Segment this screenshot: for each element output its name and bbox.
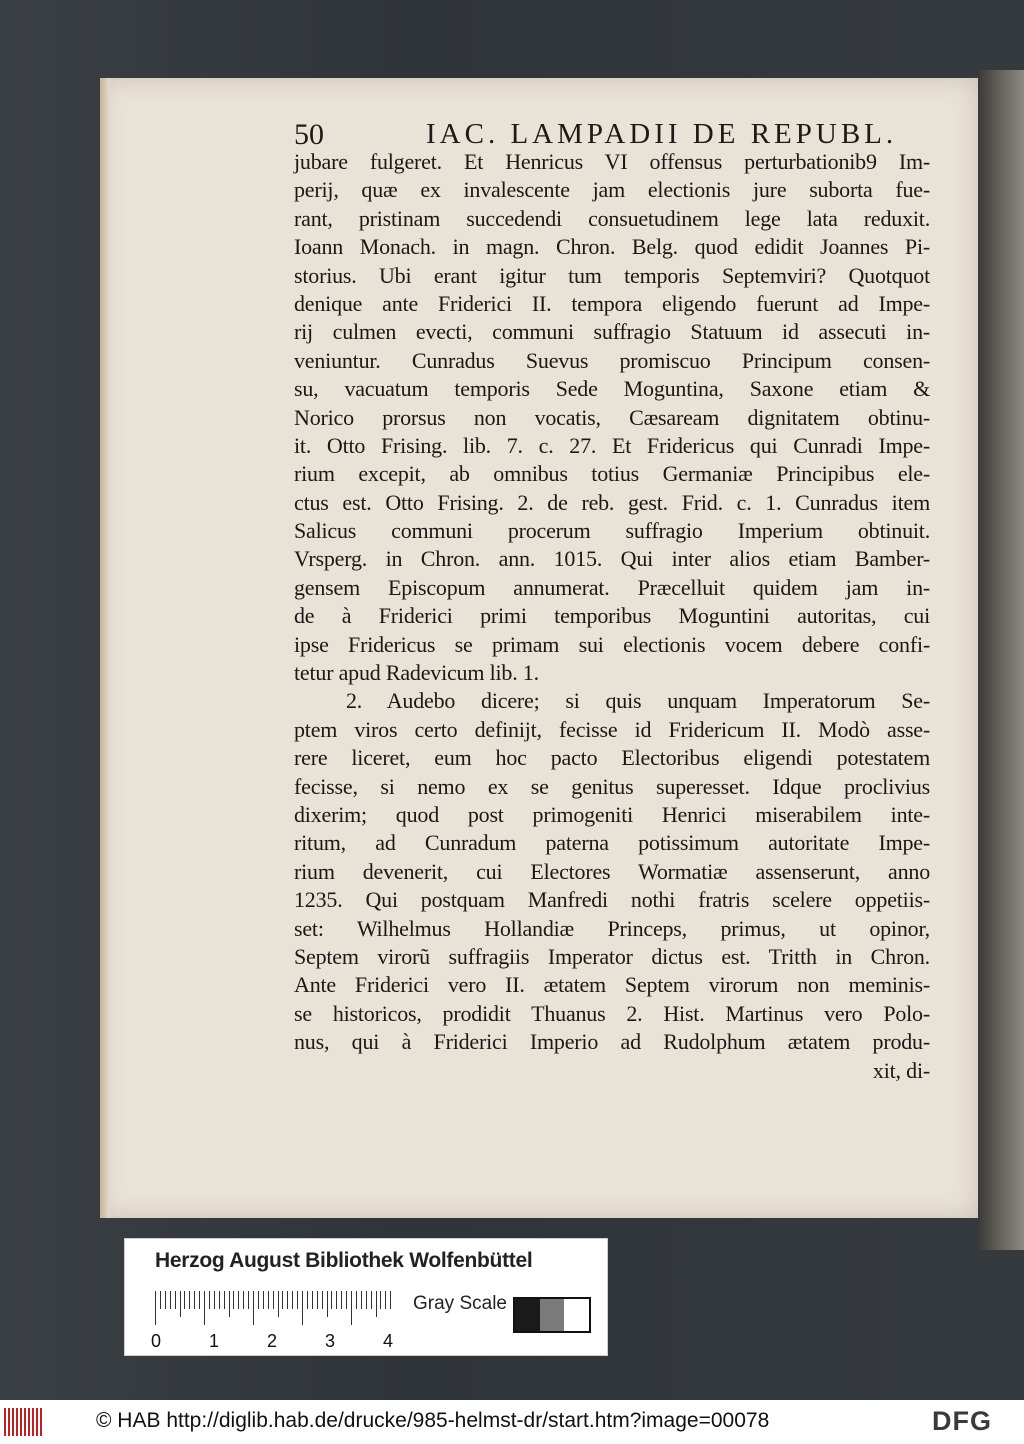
text-line: 2. Audebo dicere; si quis unquam Imperatorum Se- (346, 688, 930, 714)
ruler-tick (248, 1291, 249, 1309)
ruler-tick (336, 1291, 337, 1309)
ruler-tick (297, 1291, 298, 1309)
ruler-tick (292, 1291, 293, 1309)
running-title: IAC. LAMPADII DE REPUBL. (426, 118, 898, 150)
text-line: Ante Friderici vero II. ætatem Septem virorum non meminis- (294, 972, 930, 998)
text-line: it. Otto Frising. lib. 7. c. 27. Et Fridericus qui Cunradi Impe- (294, 432, 930, 458)
ruler-tick (263, 1291, 264, 1309)
ruler-tick (184, 1291, 185, 1309)
ruler-tick (155, 1291, 156, 1325)
ruler-tick (307, 1291, 308, 1309)
text-line: Vrsperg. in Chron. ann. 1015. Qui inter alios etiam Bamber- (294, 546, 930, 572)
book-spine-edge (978, 70, 1024, 1250)
ruler-number: 4 (383, 1331, 394, 1351)
text-line: Septem virorũ suffragiis Imperator dictus est. Tritth in Chron. (294, 943, 930, 969)
text-line: Ioann Monach. in magn. Chron. Belg. quod edidit Joannes Pi- (294, 234, 930, 260)
ruler-tick (302, 1291, 303, 1325)
text-line: 1235. Qui postquam Manfredi nothi fratris scelere oppetiis- (294, 887, 930, 913)
gray-scale-label: Gray Scale (413, 1293, 507, 1314)
text-line: Salicus communi procerum suffragio Imperium obtinuit. (294, 518, 930, 544)
ruler-tick (390, 1291, 391, 1309)
page-number: 50 (294, 118, 324, 151)
text-line: ctus est. Otto Frising. 2. de reb. gest. Frid. c. 1. Cunradus item (294, 489, 930, 515)
text-line: rium excepit, ab omnibus totius Germaniæ Principibus ele- (294, 461, 930, 487)
ruler-tick (317, 1291, 318, 1309)
ruler-number: 0 (151, 1331, 162, 1351)
ruler-tick (224, 1291, 225, 1309)
text-line: dixerim; quod post primogeniti Henrici miserabilem inte- (294, 801, 930, 827)
hab-logo-icon (4, 1408, 46, 1436)
ruler-tick (170, 1291, 171, 1309)
ruler-tick (385, 1291, 386, 1309)
ruler-tick (175, 1291, 176, 1309)
text-line: denique ante Friderici II. tempora eligendo fuerunt ad Impe- (294, 290, 930, 316)
book-page (100, 78, 978, 1218)
text-line: storius. Ubi erant igitur tum temporis Septemviri? Quotquot (294, 262, 930, 288)
dfg-logo: DFG (932, 1406, 992, 1436)
text-line: ipse Fridericus se primam sui electionis vocem debere confi- (294, 631, 930, 657)
ruler-tick (258, 1291, 259, 1309)
ruler-tick (376, 1291, 377, 1317)
footer-bar (0, 1400, 1024, 1444)
gray-swatch (540, 1299, 565, 1331)
text-line: xit, di- (872, 1057, 930, 1083)
ruler-tick (194, 1291, 195, 1309)
ruler-tick (331, 1291, 332, 1309)
text-line: rere liceret, eum hoc pacto Electoribus eligendi potestatem (294, 745, 930, 771)
ruler-tick (229, 1291, 230, 1317)
ruler-tick (219, 1291, 220, 1309)
text-line: tetur apud Radevicum lib. 1. (294, 660, 539, 686)
text-line: gensem Episcopum annumerat. Præcelluit quidem jam in- (294, 574, 930, 600)
ruler-tick (204, 1291, 205, 1325)
scale-ruler (155, 1291, 395, 1325)
text-line: Norico prorsus non vocatis, Cæsaream dignitatem obtinu- (294, 404, 930, 430)
text-line: rant, pristinam succedendi consuetudinem lege lata reduxit. (294, 205, 930, 231)
text-line: ritum, ad Cunradum paterna potissimum autoritate Impe- (294, 830, 930, 856)
ruler-tick (346, 1291, 347, 1309)
ruler-tick (209, 1291, 210, 1309)
ruler-tick (253, 1291, 254, 1325)
ruler-number: 2 (267, 1331, 278, 1351)
library-color-card (124, 1238, 608, 1356)
ruler-tick (327, 1291, 328, 1317)
text-line: nus, qui à Friderici Imperio ad Rudolphum ætatem produ- (294, 1029, 930, 1055)
ruler-number: 3 (325, 1331, 336, 1351)
source-url[interactable]: © HAB http://diglib.hab.de/drucke/985-helmst-dr/start.htm?image=00078 (96, 1409, 770, 1432)
text-line: veniuntur. Cunradus Suevus promiscuo Principum consen- (294, 347, 930, 373)
gray-swatch (515, 1299, 540, 1331)
text-line: rij culmen evecti, communi suffragio Statuum id assecuti in- (294, 319, 930, 345)
text-line: ptem viros certo definijt, fecisse id Fridericum II. Modò asse- (294, 716, 930, 742)
ruler-tick (233, 1291, 234, 1309)
text-line: jubare fulgeret. Et Henricus VI offensus perturbationib9 Im- (294, 149, 930, 174)
ruler-tick (243, 1291, 244, 1309)
ruler-tick (341, 1291, 342, 1309)
ruler-tick (312, 1291, 313, 1309)
ruler-tick (165, 1291, 166, 1309)
ruler-tick (214, 1291, 215, 1309)
ruler-tick (351, 1291, 352, 1325)
text-line: fecisse, si nemo ex se genitus superesset. Idque proclivius (294, 773, 930, 799)
ruler-tick (282, 1291, 283, 1309)
gray-scale-swatches (513, 1297, 591, 1333)
ruler-tick (361, 1291, 362, 1309)
ruler-tick (180, 1291, 181, 1317)
ruler-tick (160, 1291, 161, 1309)
ruler-tick (199, 1291, 200, 1309)
institution-name: Herzog August Bibliothek Wolfenbüttel (155, 1249, 533, 1272)
text-line: perij, quæ ex invalescente jam electionis jure suborta fue- (294, 177, 930, 203)
ruler-number: 1 (209, 1331, 220, 1351)
page-text (294, 148, 930, 1085)
text-line: de à Friderici primi temporibus Moguntini autoritas, cui (294, 603, 930, 629)
ruler-tick (278, 1291, 279, 1317)
text-line: rium devenerit, cui Electores Wormatiæ assenserunt, anno (294, 858, 930, 884)
ruler-tick (287, 1291, 288, 1309)
ruler-numbers (151, 1331, 411, 1353)
gray-swatch (564, 1299, 589, 1331)
text-line: set: Wilhelmus Hollandiæ Princeps, primus, ut opinor, (294, 915, 930, 941)
ruler-tick (356, 1291, 357, 1309)
ruler-tick (238, 1291, 239, 1309)
ruler-tick (268, 1291, 269, 1309)
ruler-tick (189, 1291, 190, 1309)
text-line: se historicos, prodidit Thuanus 2. Hist. Martinus vero Polo- (294, 1000, 930, 1026)
ruler-tick (273, 1291, 274, 1309)
ruler-tick (380, 1291, 381, 1309)
ruler-tick (366, 1291, 367, 1309)
text-line: su, vacuatum temporis Sede Moguntina, Saxone etiam & (294, 376, 930, 402)
ruler-tick (322, 1291, 323, 1309)
ruler-tick (371, 1291, 372, 1309)
